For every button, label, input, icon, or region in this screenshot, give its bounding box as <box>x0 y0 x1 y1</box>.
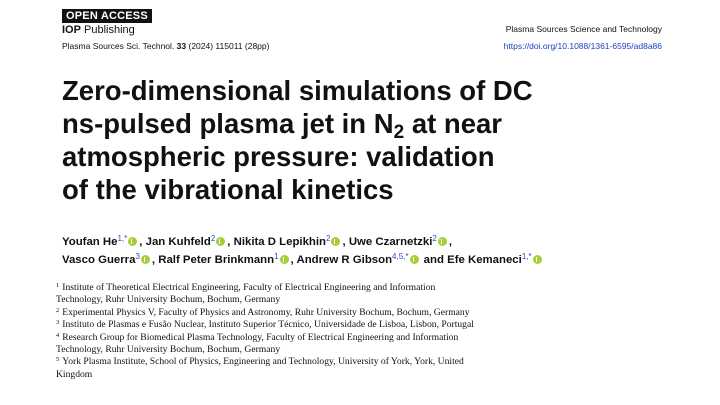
author-name: Efe Kemaneci <box>447 254 522 266</box>
author-separator: , <box>448 236 452 248</box>
affiliation-text: Experimental Physics V, Faculty of Physics and Astronomy, Ruhr University Bochum, Bochum, Germany <box>62 306 470 318</box>
author-separator: and <box>420 254 448 266</box>
title-line-3: atmospheric pressure: validation <box>62 141 495 172</box>
orcid-icon[interactable] <box>280 255 289 264</box>
affiliation-number: 3 <box>56 319 60 327</box>
author-separator: , <box>290 254 297 266</box>
citation-line <box>62 41 269 52</box>
author-row-1 <box>62 233 662 251</box>
orcid-icon[interactable] <box>533 255 542 264</box>
affiliation-text: Research Group for Biomedical Plasma Technology, Faculty of Electrical Engineering and Information <box>62 331 459 343</box>
title-line-1: Zero-dimensional simulations of DC <box>62 75 533 106</box>
author-name: Nikita D Lepikhin <box>233 236 327 248</box>
affiliation-continuation: Kingdom <box>56 368 93 380</box>
author-affil-ref[interactable]: 1,* <box>521 252 532 261</box>
publisher-name-rest: Publishing <box>80 24 135 36</box>
affiliation-item <box>56 307 616 319</box>
author-affil-ref[interactable]: 4,5,* <box>392 252 409 261</box>
title-line-4: of the vibrational kinetics <box>62 174 394 205</box>
publisher-logo <box>62 24 135 37</box>
author-separator: , <box>227 236 234 248</box>
author-row-2 <box>62 251 662 269</box>
affiliation-item <box>56 319 616 331</box>
author-affil-ref[interactable]: 1,* <box>117 234 128 243</box>
affiliation-number: 5 <box>56 356 60 364</box>
orcid-icon[interactable] <box>438 237 447 246</box>
orcid-icon[interactable] <box>128 237 137 246</box>
author-separator: , <box>139 236 146 248</box>
affiliation-number: 4 <box>56 331 60 339</box>
journal-name: Plasma Sources Science and Technology <box>505 24 662 34</box>
affiliation-text: Instituto de Plasmas e Fusão Nuclear, Instituto Superior Técnico, Universidade de Lisboa, Lisbon, Portugal <box>62 319 474 331</box>
author-affil-ref[interactable]: 2 <box>210 234 216 243</box>
affiliation-number: 1 <box>56 282 60 289</box>
affiliation-continuation: Technology, Ruhr University Bochum, Bochum, Germany <box>56 294 281 306</box>
citation-prefix: Plasma Sources Sci. Technol. <box>62 41 177 51</box>
author-name: Jan Kuhfeld <box>145 236 211 248</box>
affiliation-item <box>56 282 616 294</box>
author-affil-ref[interactable]: 2 <box>432 234 437 243</box>
affiliation-continuation: Technology, Ruhr University Bochum, Bochum, Germany <box>56 344 281 356</box>
author-name: Uwe Czarnetzki <box>348 236 433 248</box>
orcid-icon[interactable] <box>141 255 150 264</box>
title-subscript: 2 <box>393 122 405 143</box>
affiliation-text: Institute of Theoretical Electrical Engineering, Faculty of Electrical Engineering and Information <box>62 282 436 293</box>
title-line-2-pre: ns-pulsed plasma jet in N <box>62 108 394 139</box>
author-separator: , <box>151 254 159 266</box>
affiliation-item <box>56 356 616 368</box>
affiliation-number: 2 <box>56 306 60 314</box>
publisher-name-bold: IOP <box>62 24 81 36</box>
author-separator: , <box>342 236 349 248</box>
affiliation-text: York Plasma Institute, School of Physics, Engineering and Technology, University of York, York, United <box>62 356 464 368</box>
open-access-badge: OPEN ACCESS <box>62 9 152 23</box>
author-name: Ralf Peter Brinkmann <box>158 254 275 266</box>
author-name: Youfan He <box>62 236 118 248</box>
author-affil-ref[interactable]: 1 <box>274 252 279 261</box>
orcid-icon[interactable] <box>331 237 340 246</box>
doi-link[interactable]: https://doi.org/10.1088/1361-6595/ad8a86 <box>503 41 662 51</box>
author-affil-ref[interactable]: 3 <box>135 252 140 261</box>
orcid-icon[interactable] <box>216 237 225 246</box>
citation-rest: (2024) 115011 (28pp) <box>186 41 270 51</box>
title-line-2 <box>62 107 622 143</box>
affiliation-list <box>56 282 616 381</box>
author-name: Andrew R Gibson <box>296 254 393 266</box>
orcid-icon[interactable] <box>410 255 419 264</box>
author-name: Vasco Guerra <box>62 254 136 266</box>
author-list <box>62 233 662 269</box>
paper-title <box>62 74 622 206</box>
affiliation-item <box>56 332 616 344</box>
author-affil-ref[interactable]: 2 <box>326 234 331 243</box>
title-line-2-post: at near <box>404 108 503 139</box>
citation-volume: 33 <box>176 41 187 51</box>
